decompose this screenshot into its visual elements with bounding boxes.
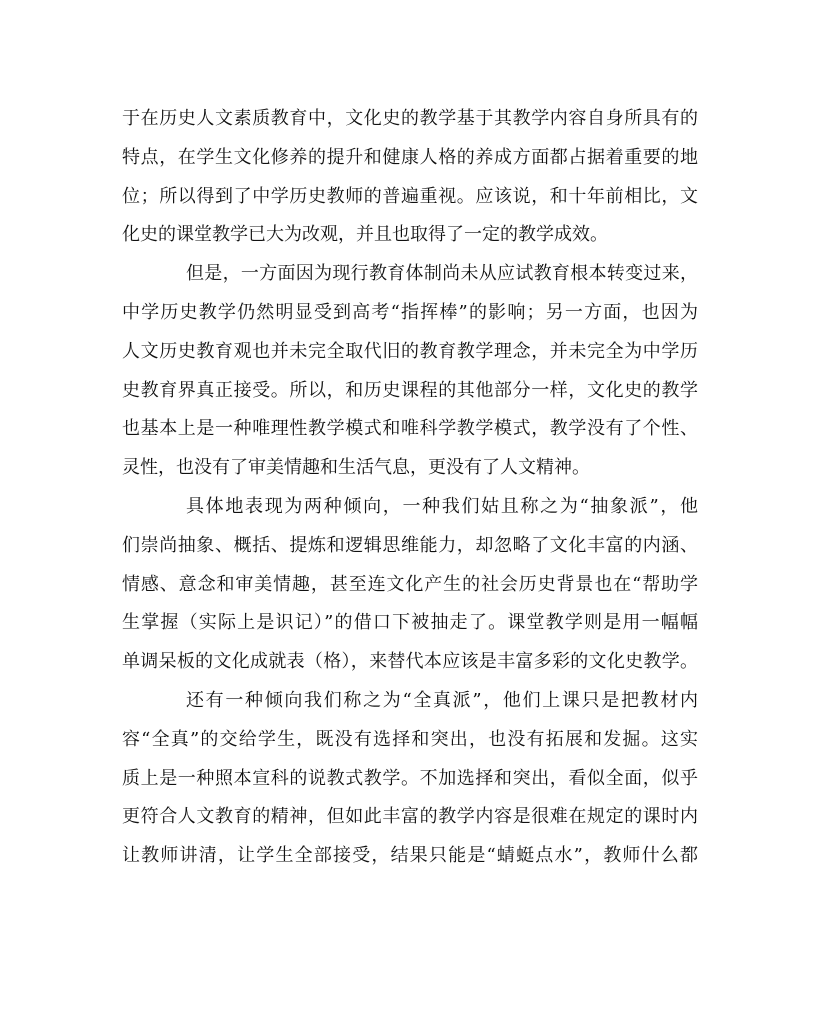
text-line: 更符合人文教育的精神，但如此丰富的教学内容是很难在规定的课时内 (122, 806, 698, 828)
text-line: 容“全真”的交给学生，既没有选择和突出，也没有拓展和发掘。这实 (122, 728, 698, 750)
paragraph-4 (122, 682, 698, 876)
text-line: 们崇尚抽象、概括、提炼和逻辑思维能力，却忽略了文化丰富的内涵、 (122, 534, 698, 556)
document-page (122, 100, 698, 876)
text-line: 位；所以得到了中学历史教师的普遍重视。应该说，和十年前相比，文 (122, 185, 698, 207)
text-line: 史教育界真正接受。所以，和历史课程的其他部分一样，文化史的教学 (122, 379, 698, 401)
text-line: 让教师讲清，让学生全部接受，结果只能是“蜻蜓点水”，教师什么都 (122, 845, 698, 867)
paragraph-3 (122, 488, 698, 682)
text-line: 生掌握（实际上是识记）”的借口下被抽走了。课堂教学则是用一幅幅 (122, 612, 698, 634)
text-line: 特点，在学生文化修养的提升和健康人格的养成方面都占据着重要的地 (122, 146, 698, 168)
text-line: 情感、意念和审美情趣，甚至连文化产生的社会历史背景也在“帮助学 (122, 573, 698, 595)
text-line: 于在历史人文素质教育中，文化史的教学基于其教学内容自身所具有的 (122, 108, 698, 129)
text-line: 还有一种倾向我们称之为“全真派”，他们上课只是把教材内 (186, 689, 698, 711)
text-line: 具体地表现为两种倾向，一种我们姑且称之为“抽象派”，他 (186, 495, 698, 517)
text-line: 单调呆板的文化成就表（格），来替代本应该是丰富多彩的文化史教学。 (122, 651, 698, 673)
text-line: 但是，一方面因为现行教育体制尚未从应试教育根本转变过来， (186, 263, 698, 285)
text-line: 人文历史教育观也并未完全取代旧的教育教学理念，并未完全为中学历 (122, 340, 698, 362)
text-line: 灵性，也没有了审美情趣和生活气息，更没有了人文精神。 (122, 457, 590, 479)
text-line: 化史的课堂教学已大为改观，并且也取得了一定的教学成效。 (122, 224, 608, 246)
text-line: 中学历史教学仍然明显受到高考“指挥棒”的影响；另一方面，也因为 (122, 301, 698, 323)
paragraph-2 (122, 255, 698, 488)
text-line: 质上是一种照本宣科的说教式教学。不加选择和突出，看似全面，似乎 (122, 767, 698, 789)
paragraph-1 (122, 100, 698, 255)
text-line: 也基本上是一种唯理性教学模式和唯科学教学模式，教学没有了个性、 (122, 418, 698, 440)
